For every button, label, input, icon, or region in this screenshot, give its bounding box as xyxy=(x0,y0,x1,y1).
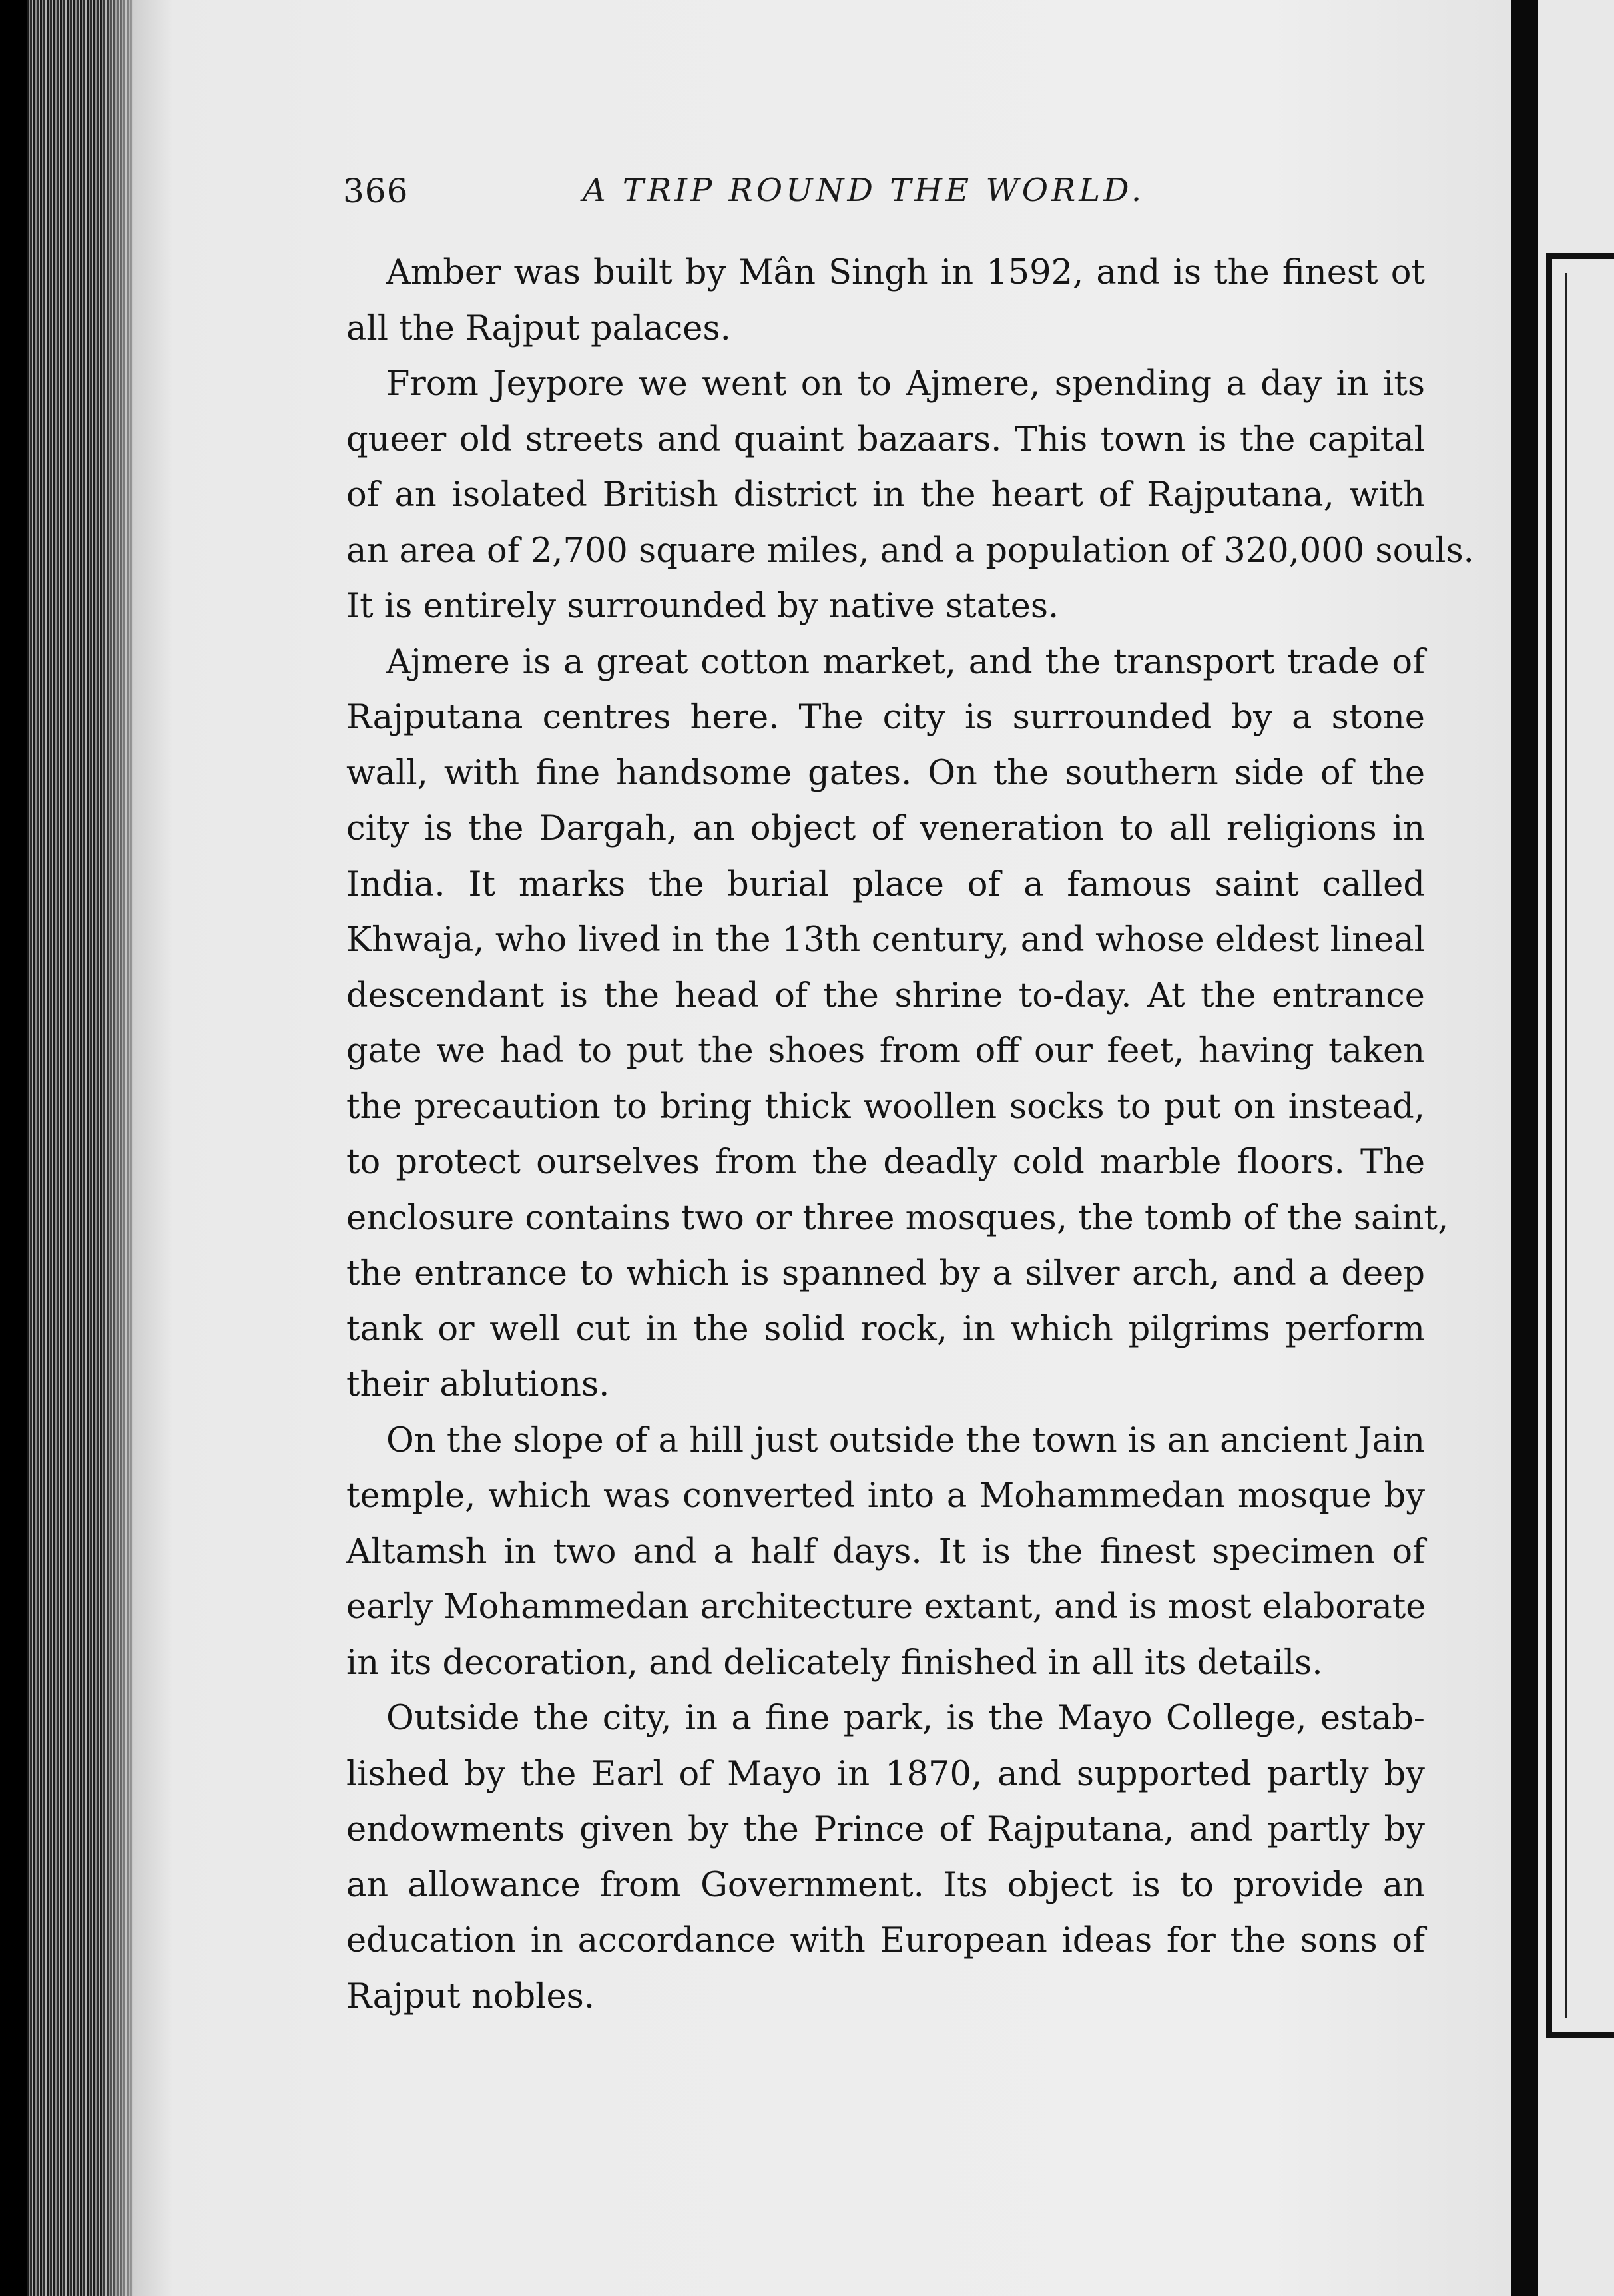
text-line: It is entirely surrounded by native states. xyxy=(346,587,1059,626)
text-line: From Jeypore we went on to Ajmere, spending a day in its xyxy=(386,364,1425,404)
text-line: to protect ourselves from the deadly cold marble floors. The xyxy=(346,1143,1425,1182)
text-line: Outside the city, in a fine park, is the Mayo College, estab- xyxy=(386,1699,1425,1738)
text-line: Rajputana centres here. The city is surrounded by a stone xyxy=(346,698,1425,737)
text-line: an allowance from Government. Its object is to provide an xyxy=(346,1865,1425,1905)
text-line: endowments given by the Prince of Rajputana, and partly by xyxy=(346,1810,1425,1849)
text-line: their ablutions. xyxy=(346,1365,610,1404)
paragraph xyxy=(346,635,1449,1413)
text-line: of an isolated British district in the heart of Rajputana, with xyxy=(346,475,1425,515)
paragraph xyxy=(346,1691,1425,2024)
text-line: an area of 2,700 square miles, and a population of 320,000 souls. xyxy=(346,531,1474,571)
running-header xyxy=(343,172,1175,218)
text-line: Khwaja, who lived in the 13th century, and whose eldest lineal xyxy=(346,920,1425,960)
running-title: A TRIP ROUND THE WORLD. xyxy=(583,172,1145,209)
paragraph xyxy=(346,356,1474,635)
text-line: early Mohammedan architecture extant, and is most elaborate xyxy=(346,1587,1426,1627)
text-line: India. It marks the burial place of a famous saint called xyxy=(346,864,1425,904)
text-line: tank or well cut in the solid rock, in which pilgrims perform xyxy=(346,1309,1425,1349)
text-line: the precaution to bring thick woollen socks to put on instead, xyxy=(346,1087,1425,1127)
text-line: Altamsh in two and a half days. It is the finest specimen of xyxy=(346,1532,1425,1572)
facing-page-inner-border xyxy=(1565,273,1614,2018)
text-line: all the Rajput palaces. xyxy=(346,308,731,348)
text-line: queer old streets and quaint bazaars. This town is the capital xyxy=(346,420,1425,459)
text-line: Ajmere is a great cotton market, and the transport trade of xyxy=(386,642,1425,682)
text-line: enclosure contains two or three mosques, the tomb of the saint, xyxy=(346,1198,1449,1238)
page-number: 366 xyxy=(343,172,409,210)
text-line: temple, which was converted into a Mohammedan mosque by xyxy=(346,1476,1425,1516)
text-line: lished by the Earl of Mayo in 1870, and supported partly by xyxy=(346,1754,1425,1794)
paragraph xyxy=(346,245,1425,356)
book-gutter xyxy=(1511,0,1538,2296)
text-line: On the slope of a hill just outside the town is an ancient Jain xyxy=(386,1420,1426,1460)
text-line: the entrance to which is spanned by a silver arch, and a deep xyxy=(346,1254,1425,1293)
text-line: Amber was built by Mân Singh in 1592, and is the finest ot xyxy=(386,253,1425,292)
text-line: wall, with fine handsome gates. On the southern side of the xyxy=(346,753,1425,793)
paragraph xyxy=(346,1413,1425,1691)
text-line: Rajput nobles. xyxy=(346,1976,595,2016)
text-line: education in accordance with European ideas for the sons of xyxy=(346,1921,1425,1960)
text-line: descendant is the head of the shrine to-day. At the entrance xyxy=(346,976,1425,1015)
text-line: in its decoration, and delicately finished in all its details. xyxy=(346,1643,1323,1683)
text-line: gate we had to put the shoes from off our feet, having taken xyxy=(346,1031,1425,1071)
body-text xyxy=(346,245,1474,2024)
text-line: city is the Dargah, an object of veneration to all religions in xyxy=(346,809,1425,848)
